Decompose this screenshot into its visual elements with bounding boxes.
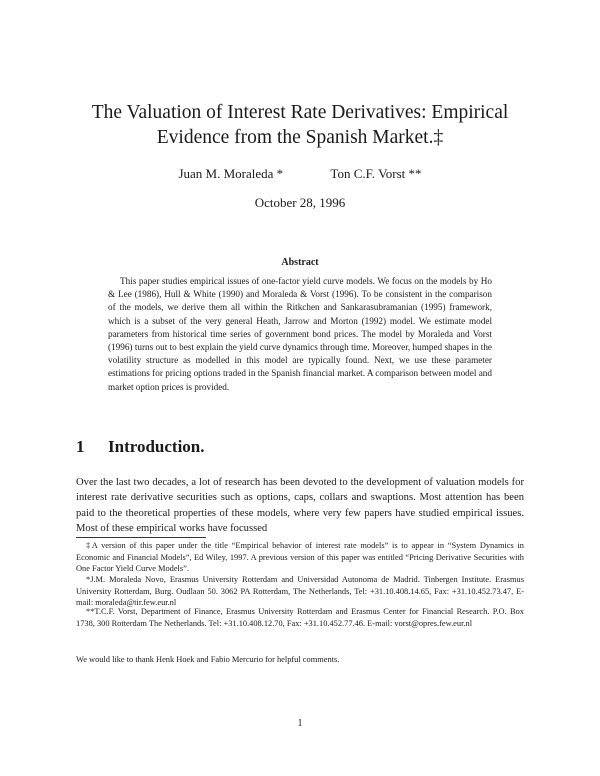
section-number: 1 bbox=[76, 437, 85, 456]
paper-date: October 28, 1996 bbox=[254, 195, 346, 210]
author-moraleda: Juan M. Moraleda * bbox=[178, 166, 284, 181]
author-vorst: Ton C.F. Vorst ** bbox=[330, 166, 422, 181]
abstract-heading: Abstract bbox=[281, 257, 319, 268]
section-title: Introduction. bbox=[108, 437, 205, 456]
title-line-1: The Valuation of Interest Rate Derivatives: Empirical bbox=[91, 102, 509, 123]
title-line-2: Evidence from the Spanish Market.‡ bbox=[156, 127, 444, 148]
section-heading bbox=[76, 437, 205, 457]
footnote-author-1: *J.M. Moraleda Novo, Erasmus University Rotterdam and Universidad Autonoma de Madrid. Tinbergen Institute. Erasmus University Rotterdam, Burg. Oudlaan 50. 3062 PA Rotterdam, The Netherlands, Tel: +31.10.408.14.65, Fax: +31.10.452.73.47, E-mail: moraleda@tir.few.eur.nl bbox=[76, 575, 524, 608]
author-list bbox=[0, 166, 600, 182]
footnote-title: ‡A version of this paper under the title “Empirical behavior of interest rate models” is to appear in “System Dynamics in Economic and Financial Models”, Ed Wiley, 1997. A previous version of this paper was entitled “Pricing Derivative Securities with One Factor Yield Curve Models”. bbox=[76, 541, 524, 574]
abstract-text: This paper studies empirical issues of one-factor yield curve models. We focus on the models by Ho & Lee (1986), Hull & White (1990) and Moraleda & Vorst (1996). To be consistent in the comparison of the models, we derive them all within the Ritkchen and Sankarasubramanian (1995) framework, which is a subset of the very general Heath, Jarrow and Morton (1992) model. We estimate model parameters from historical time series of government bond prices. The model by Moraleda and Vorst (1996) turns out to best explain the yield curve dynamics through time. Moreover, humped shapes in the volatility structure as modelled in this model are typically found. Next, we use these parameter estimations for pricing options traded in the Spanish financial market. A comparison between model and market option prices is provided. bbox=[108, 276, 492, 392]
page-number: 1 bbox=[297, 718, 303, 729]
footnote-author-2: **T.C.F. Vorst, Department of Finance, Erasmus University Rotterdam and Erasmus Center for Financial Research. P.O. Box 1738, 300 Rotterdam The Netherlands. Tel: +31.10.408.12.70, Fax: +31.10.452.77.46. E-mail: vorst@opres.few.eur.nl bbox=[76, 607, 524, 628]
paper-title bbox=[40, 100, 560, 150]
intro-paragraph: Over the last two decades, a lot of research has been devoted to the development of valuation models for interest rate derivative securities such as options, caps, collars and swaptions. Most attention has been paid to the theoretical properties of these models, where very few papers have studied empirical issues. Most of these empirical works have focussed bbox=[76, 477, 524, 535]
acknowledgement: We would like to thank Henk Hoek and Fabio Mercurio for helpful comments. bbox=[76, 655, 340, 664]
footnote-rule bbox=[76, 537, 206, 538]
